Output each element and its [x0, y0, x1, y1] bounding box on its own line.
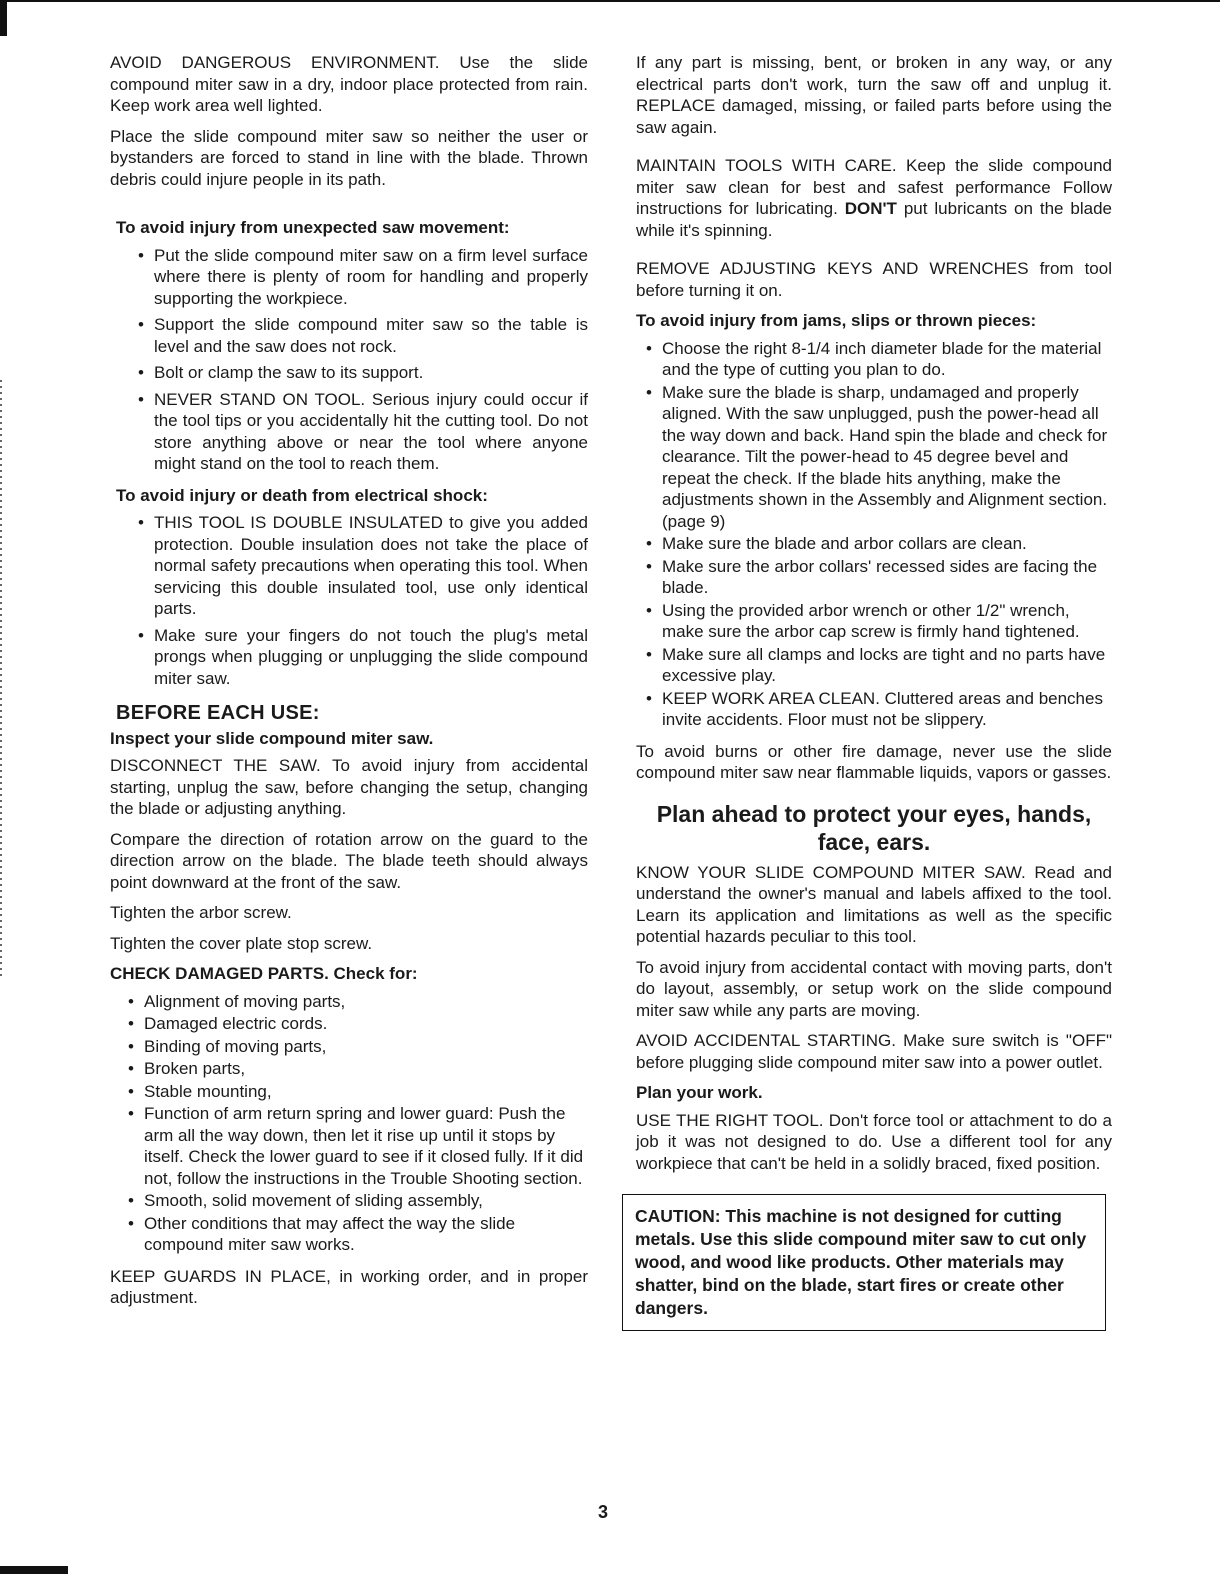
movement-heading: To avoid injury from unexpected saw movement:: [116, 218, 510, 237]
remove-keys-paragraph: REMOVE ADJUSTING KEYS AND WRENCHES from tool before turning it on.: [636, 259, 1112, 300]
crop-mark-bottom: [0, 1566, 68, 1574]
list-item: • Bolt or clamp the saw to its support.: [136, 362, 588, 384]
disconnect-paragraph: DISCONNECT THE SAW. To avoid injury from accidental starting, unplug the saw, before changing the setup, changing the blade or adjusting anything.: [110, 756, 588, 818]
list-item: • Make sure all clamps and locks are tight and no parts have excessive play.: [644, 644, 1112, 687]
jams-list: [644, 338, 1112, 731]
list-item: • Put the slide compound miter saw on a firm level surface where there is plenty of room for handling and properly supporting the workpiece.: [136, 245, 588, 310]
list-item: • Other conditions that may affect the way the slide compound miter saw works.: [126, 1213, 588, 1256]
shock-heading: To avoid injury or death from electrical shock:: [116, 485, 488, 505]
list-item: • Make sure the blade and arbor collars are clean.: [644, 533, 1112, 555]
list-item: • Make sure your fingers do not touch the plug's metal prongs when plugging or unplugging the slide compound miter saw.: [136, 625, 588, 690]
check-list: [126, 991, 588, 1256]
jams-heading: To avoid injury from jams, slips or thrown pieces:: [636, 311, 1037, 330]
plan-work-heading: Plan your work.: [636, 1083, 763, 1102]
list-item: • Broken parts,: [126, 1058, 588, 1080]
inspect-heading: Inspect your slide compound miter saw.: [110, 728, 434, 748]
list-item: • Function of arm return spring and lower guard: Push the arm all the way down, then let it rise up until it stops by itself. Check the lower guard to see if it closed fully. If it did not, follow the instructions in the Trouble Shooting section.: [126, 1103, 588, 1189]
list-item: • Support the slide compound miter saw so the table is level and the saw does not rock.: [136, 314, 588, 357]
check-heading: CHECK DAMAGED PARTS. Check for:: [110, 964, 418, 983]
maintain-paragraph: MAINTAIN TOOLS WITH CARE. Keep the slide compound miter saw clean for best and safest performance Follow instructions for lubricating. DON'T put lubricants on the blade while it's spinning.: [636, 156, 1112, 240]
list-item: • THIS TOOL IS DOUBLE INSULATED to give you added protection. Double insulation does not take the place of normal safety precautions when operating this tool. When servicing this double insulated tool, use only identical parts.: [136, 512, 588, 620]
list-item: • NEVER STAND ON TOOL. Serious injury could occur if the tool tips or you accidentally hit the cutting tool. Do not store anything above or near the tool where anyone might stand on the tool to reach them.: [136, 389, 588, 475]
compare-paragraph: Compare the direction of rotation arrow on the guard to the direction arrow on the blade. The blade teeth should always point downward at the front of the saw.: [110, 829, 588, 892]
list-item: • Stable mounting,: [126, 1081, 588, 1103]
list-item: • KEEP WORK AREA CLEAN. Cluttered areas and benches invite accidents. Floor must not be slippery.: [644, 688, 1112, 731]
list-item: • Choose the right 8-1/4 inch diameter blade for the material and the type of cutting you plan to do.: [644, 338, 1112, 381]
page-number: 3: [598, 1502, 609, 1522]
caution-box: CAUTION: This machine is not designed for cutting metals. Use this slide compound miter saw to cut only wood, and wood like products. Other materials may shatter, bind on the blade, start fires or create other dangers.: [622, 1194, 1106, 1331]
plan-ahead-heading: Plan ahead to protect your eyes, hands, face, ears.: [656, 800, 1092, 855]
contact-paragraph: To avoid injury from accidental contact with moving parts, don't do layout, assembly, or setup work on the slide compound miter saw while any parts are moving.: [636, 957, 1112, 1020]
left-column: [110, 52, 588, 1318]
cover-paragraph: Tighten the cover plate stop screw.: [110, 933, 373, 953]
starting-paragraph: AVOID ACCIDENTAL STARTING. Make sure switch is "OFF" before plugging slide compound miter saw into a power outlet.: [636, 1031, 1112, 1072]
top-border: [0, 0, 1220, 2]
list-item: • Smooth, solid movement of sliding assembly,: [126, 1190, 588, 1212]
movement-list: [136, 245, 588, 475]
know-saw-paragraph: KNOW YOUR SLIDE COMPOUND MITER SAW. Read and understand the owner's manual and labels affixed to the tool. Learn its application and limitations as well as the specific potential hazards peculiar to this tool.: [636, 862, 1112, 946]
list-item: • Using the provided arbor wrench or other 1/2" wrench, make sure the arbor cap screw is firmly hand tightened.: [644, 600, 1112, 643]
missing-parts-paragraph: If any part is missing, bent, or broken in any way, or any electrical parts don't work, turn the saw off and unplug it. REPLACE damaged, missing, or failed parts before using the saw again.: [636, 53, 1112, 137]
before-use-heading: BEFORE EACH USE:: [116, 702, 320, 724]
environment-paragraph: AVOID DANGEROUS ENVIRONMENT. Use the slide compound miter saw in a dry, indoor place protected from rain. Keep work area well lighted.: [110, 53, 588, 115]
list-item: • Make sure the arbor collars' recessed sides are facing the blade.: [644, 556, 1112, 599]
placement-paragraph: Place the slide compound miter saw so neither the user or bystanders are forced to stand in line with the blade. Thrown debris could injure people in its path.: [110, 126, 588, 189]
shock-list: [136, 512, 588, 689]
scan-edge: [0, 380, 2, 980]
arbor-paragraph: Tighten the arbor screw.: [110, 903, 292, 922]
burns-paragraph: To avoid burns or other fire damage, never use the slide compound miter saw near flammable liquids, vapors or gasses.: [636, 741, 1112, 782]
list-item: • Alignment of moving parts,: [126, 991, 588, 1013]
guards-paragraph: KEEP GUARDS IN PLACE, in working order, and in proper adjustment.: [110, 1266, 588, 1307]
list-item: • Damaged electric cords.: [126, 1013, 588, 1035]
crop-mark: [0, 0, 7, 36]
right-column: [636, 52, 1112, 1331]
right-tool-paragraph: USE THE RIGHT TOOL. Don't force tool or attachment to do a job it was not designed to do. Use a different tool for any workpiece that can't be held in a solidly braced, fixed position.: [636, 1110, 1112, 1173]
list-item: • Make sure the blade is sharp, undamaged and properly aligned. With the saw unplugged, push the power-head all the way down and back. Hand spin the blade and check for clearance. Tilt the power-head to 45 degree bevel and repeat the check. If the blade hits anything, make the adjustments shown in the Assembly and Alignment section. (page 9): [644, 382, 1112, 533]
list-item: • Binding of moving parts,: [126, 1036, 588, 1058]
